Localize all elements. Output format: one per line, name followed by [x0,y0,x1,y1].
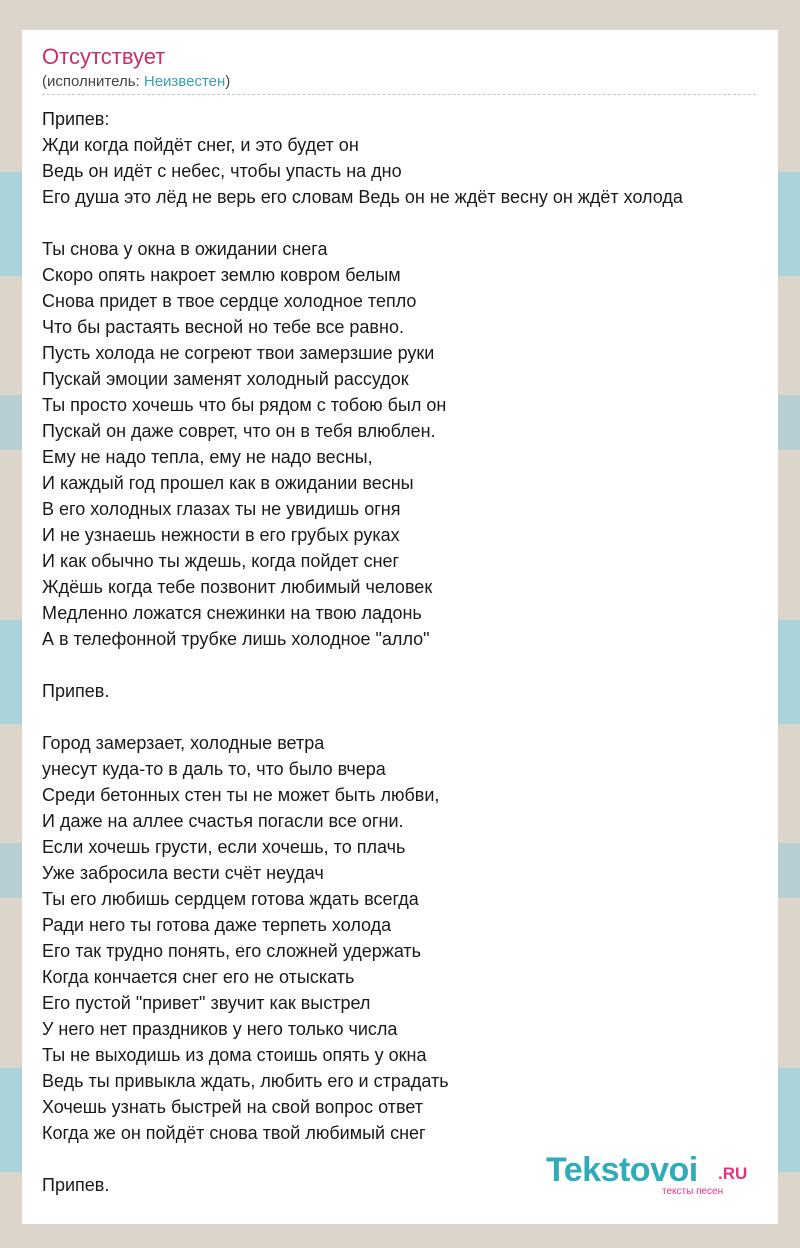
lyrics-line: Город замерзает, холодные ветра [42,733,325,753]
lyrics-line: Его пустой "привет" звучит как выстрел [42,993,371,1013]
lyrics-line: Ему не надо тепла, ему не надо весны, [42,447,373,467]
lyrics-line: унесут куда-то в даль то, что было вчера [42,759,386,779]
lyrics-line: Пусть холода не согреют твои замерзшие руки [42,343,435,363]
lyrics-line: Скоро опять накроет землю ковром белым [42,265,401,285]
lyrics-line [42,210,772,236]
lyrics-line: Ты его любишь сердцем готова ждать всегда [42,889,419,909]
lyrics-line: Уже забросила вести счёт неудач [42,863,324,883]
lyrics-line: Ждёшь когда тебе позвонит любимый человек [42,577,433,597]
lyrics-line: Снова придет в твое сердце холодное тепло [42,291,417,311]
logo-tagline: тексты песен [662,1186,724,1197]
lyrics-line: Припев: [42,109,110,129]
lyrics-line: Ведь он идёт с небес, чтобы упасть на дно [42,161,402,181]
lyrics-line: Ты не выходишь из дома стоишь опять у окна [42,1045,427,1065]
lyrics-line: Припев. [42,681,110,701]
logo-name: Tekstovoi [546,1151,698,1189]
site-logo[interactable] [546,1150,778,1200]
lyrics-line: Ты просто хочешь что бы рядом с тобою был он [42,395,447,415]
performer-line [42,72,230,92]
lyrics-line: У него нет праздников у него только числа [42,1019,398,1039]
lyrics-line: И даже на аллее счастья погасли все огни. [42,811,404,831]
lyrics-line: И как обычно ты ждешь, когда пойдет снег [42,551,400,571]
lyrics-line: Среди бетонных стен ты не может быть любви, [42,785,440,805]
lyrics-card [22,30,778,1224]
lyrics-line [42,704,772,730]
lyrics-line: Если хочешь грусти, если хочешь, то плачь [42,837,406,857]
lyrics-line: Жди когда пойдёт снег, и это будет он [42,135,359,155]
lyrics-line: Медленно ложатся снежинки на твою ладонь [42,603,422,623]
performer-prefix: (исполнитель: [42,73,144,90]
song-title: Отсутствует [42,44,166,69]
lyrics-line [42,652,772,678]
lyrics-line: В его холодных глазах ты не увидишь огня [42,499,401,519]
lyrics-line: Пускай эмоции заменят холодный рассудок [42,369,409,389]
lyrics-line: Хочешь узнать быстрей на свой вопрос ответ [42,1097,424,1117]
lyrics-line: Ведь ты привыкла ждать, любить его и страдать [42,1071,449,1091]
lyrics-line: Ты снова у окна в ожидании снега [42,239,328,259]
logo-tld: .RU [718,1164,748,1183]
lyrics-line: И не узнаешь нежности в его грубых руках [42,525,400,545]
performer-link[interactable]: Неизвестен [143,73,226,90]
lyrics-line: Его душа это лёд не верь его словам Ведь он не ждёт весну он ждёт холода [42,187,683,207]
performer-suffix: ) [225,73,231,90]
lyrics-line: Его так трудно понять, его сложней удержать [42,941,422,961]
lyrics-text [42,106,772,1198]
lyrics-line: Когда кончается снег его не отыскать [42,967,355,987]
lyrics-line: Припев. [42,1175,110,1195]
lyrics-line: Что бы растаять весной но тебе все равно. [42,317,404,337]
lyrics-line: Пускай он даже соврет, что он в тебя влюблен. [42,421,436,441]
lyrics-line: Когда же он пойдёт снова твой любимый снег [42,1123,426,1143]
lyrics-line: А в телефонной трубке лишь холодное "алло" [42,629,430,649]
header-divider [42,94,756,95]
lyrics-line: И каждый год прошел как в ожидании весны [42,473,414,493]
lyrics-line: Ради него ты готова даже терпеть холода [42,915,392,935]
